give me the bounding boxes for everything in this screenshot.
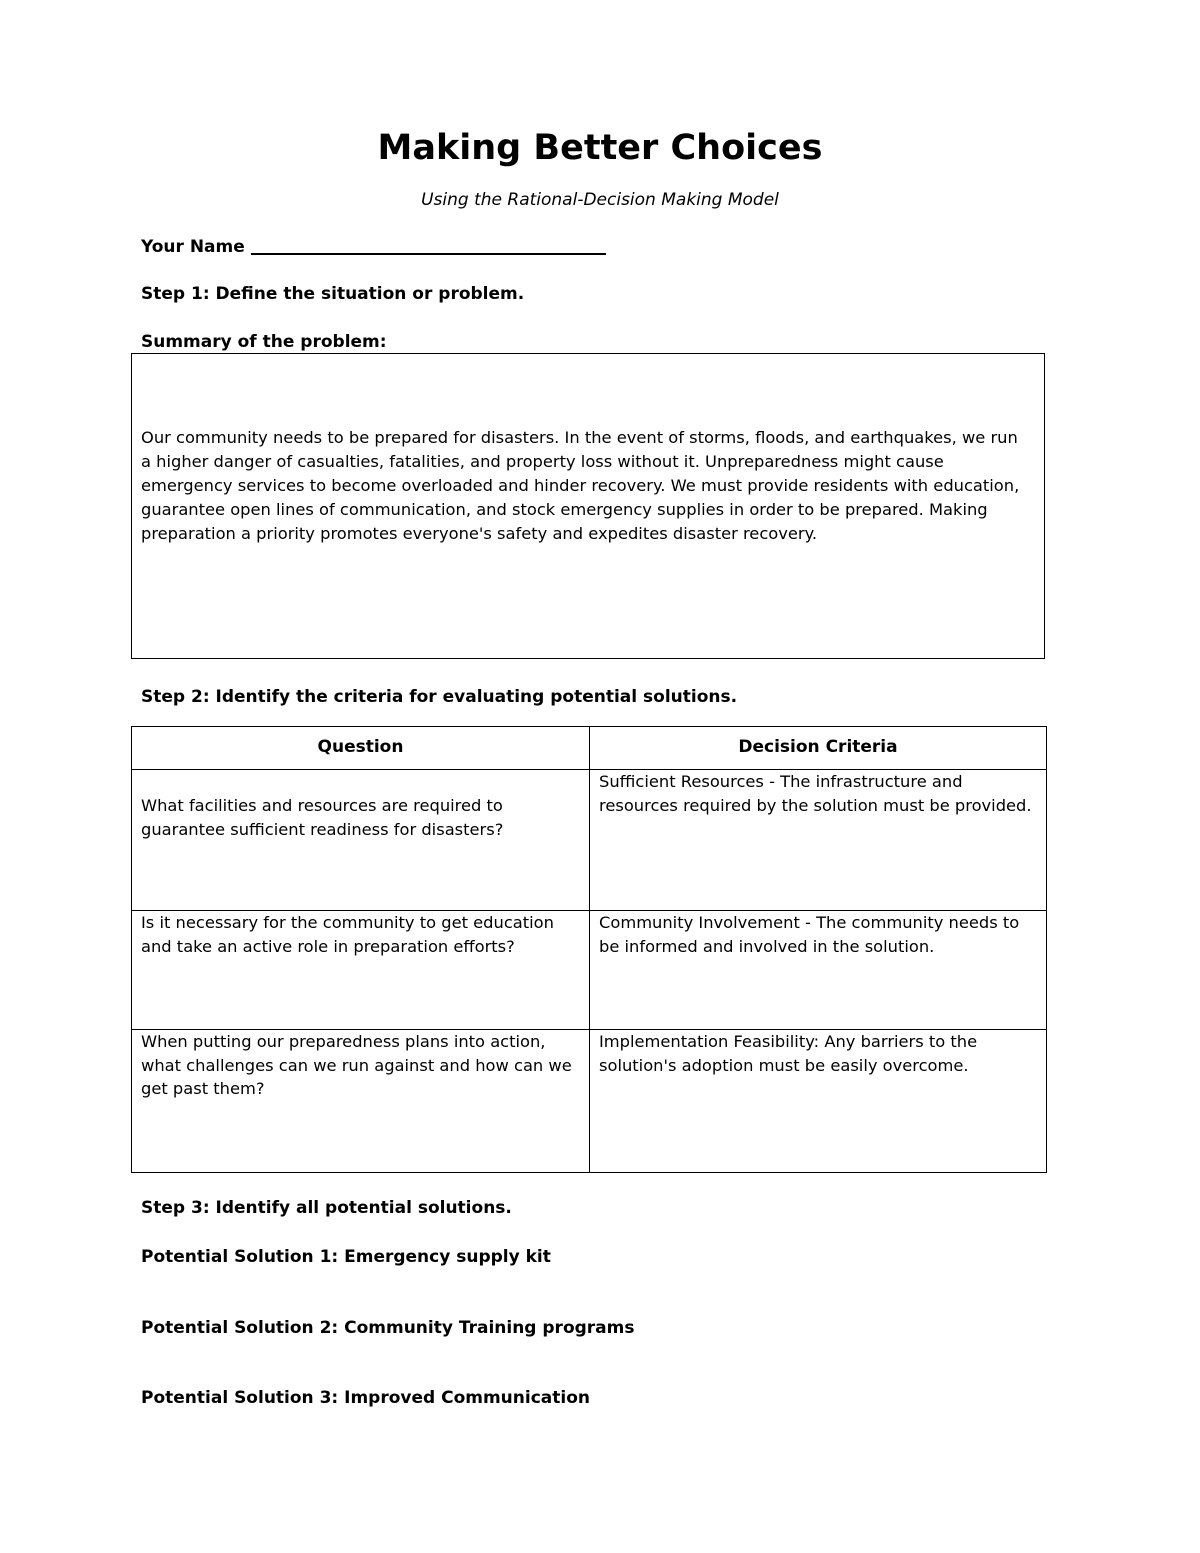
potential-solution-3: Potential Solution 3: Improved Communication [141, 1388, 590, 1408]
criteria-cell: Sufficient Resources - The infrastructure and resources required by the solution must be provided. [590, 770, 1047, 911]
column-header-question: Question [132, 727, 590, 770]
table-row [132, 770, 1047, 911]
step1-heading: Step 1: Define the situation or problem. [141, 284, 525, 304]
column-header-decision-criteria: Decision Criteria [590, 727, 1047, 770]
potential-solution-1: Potential Solution 1: Emergency supply kit [141, 1247, 551, 1267]
question-cell: Is it necessary for the community to get education and take an active role in preparation efforts? [132, 911, 590, 1030]
table-row [132, 1030, 1047, 1173]
question-cell: When putting our preparedness plans into action, what challenges can we run against and how can we get past them? [132, 1030, 590, 1173]
your-name-row [141, 235, 606, 259]
summary-label: Summary of the problem: [141, 332, 387, 352]
summary-box [131, 353, 1045, 659]
question-cell [132, 770, 590, 911]
step3-heading: Step 3: Identify all potential solutions. [141, 1198, 512, 1218]
table-row [132, 911, 1047, 1030]
potential-solution-2: Potential Solution 2: Community Training programs [141, 1318, 635, 1338]
criteria-cell: Implementation Feasibility: Any barriers to the solution's adoption must be easily overcome. [590, 1030, 1047, 1173]
page-title: Making Better Choices [377, 128, 823, 168]
question-text: What facilities and resources are required to guarantee sufficient readiness for disasters? [141, 796, 504, 839]
table-header-row [132, 727, 1047, 770]
page-subtitle: Using the Rational-Decision Making Model [421, 190, 779, 210]
criteria-cell: Community Involvement - The community needs to be informed and involved in the solution. [590, 911, 1047, 1030]
your-name-label: Your Name [141, 237, 245, 257]
name-blank-line [251, 253, 606, 255]
summary-text: Our community needs to be prepared for disasters. In the event of storms, floods, and earthquakes, we run a higher danger of casualties, fatalities, and property loss without it. Unpreparedness might cause emergency services to become overloaded and hinder recovery. We must provide residents with education, guarantee open lines of communication, and stock emergency supplies in order to be prepared. Making preparation a priority promotes everyone's safety and expedites disaster recovery. [141, 428, 1020, 543]
step2-heading: Step 2: Identify the criteria for evaluating potential solutions. [141, 687, 738, 707]
criteria-table [131, 726, 1047, 1173]
